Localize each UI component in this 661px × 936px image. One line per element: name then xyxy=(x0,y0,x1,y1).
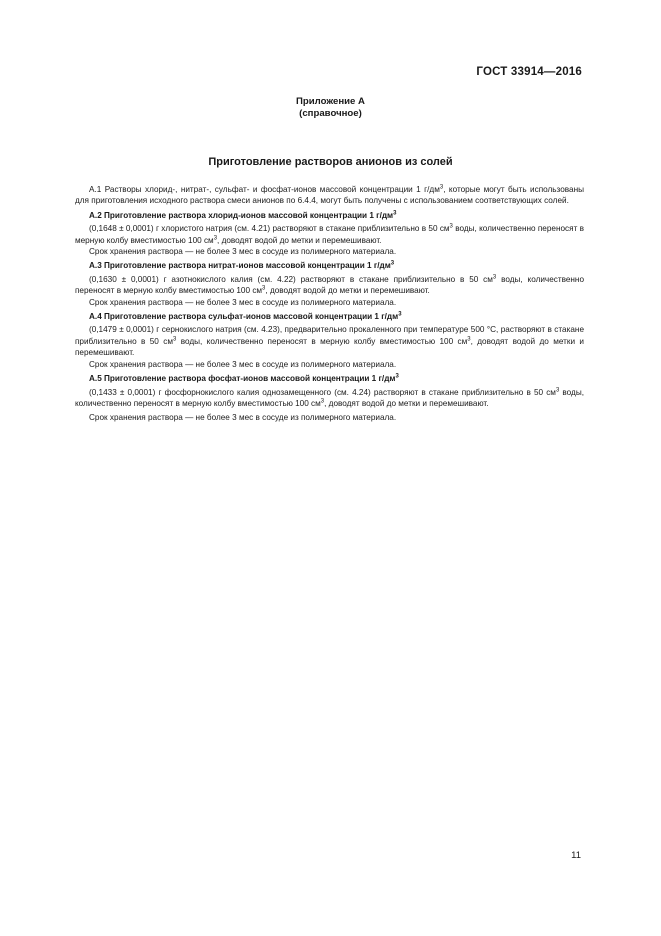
annex-note: (справочное) xyxy=(299,108,362,119)
annex-title: Приложение А xyxy=(296,96,365,107)
section-storage-a2: Срок хранения раствора — не более 3 мес в сосуде из полимерного материала. xyxy=(89,247,397,257)
section-title: Приготовление растворов анионов из солей xyxy=(208,156,453,168)
section-text-a5: (0,1433 ± 0,0001) г фосфорнокислого калия однозамещенного (см. 4.24) растворяют в стакане приблизительно в 50 $см^3$ воды, количественно переносят в мерную колбу вместимостью 100 $см^3$, доводят водой до метки и перемешивают. xyxy=(75,386,584,408)
section-storage-a3: Срок хранения раствора — не более 3 мес в сосуде из полимерного материала. xyxy=(89,297,397,307)
section-heading-a4: А.4 Приготовление раствора сульфат-ионов массовой концентрации 1 $г/дм^3$ xyxy=(89,311,402,322)
section-text-a2: (0,1648 ± 0,0001) г хлористого натрия (см. 4.21) растворяют в стакане приблизительно в 50 $см^3$ воды, количественно переносят в мерную колбу вместимостью 100 $см^3$, доводят водой до метки и перемешивают. xyxy=(75,223,584,245)
section-text-a4: (0,1479 ± 0,0001) г сернокислого натрия (см. 4.23), предварительно прокаленного при температуре 500 °С, растворяют в стакане приблизительно в 50 $см^3$ воды, количественно переносят в мерную колбу вместимостью 100 $см^3$, доводят водой до метки и перемешивают. xyxy=(75,325,584,358)
standard-code: ГОСТ 33914—2016 xyxy=(476,66,582,78)
section-text-a3: (0,1630 ± 0,0001) г азотнокислого калия (см. 4.22) растворяют в стакане приблизительно в 50 $см^3$ воды, количественно переносят в мерную колбу вместимостью 100 $см^3$, доводят водой до метки и перемешивают. xyxy=(75,274,584,296)
section-storage-a4: Срок хранения раствора — не более 3 мес в сосуде из полимерного материала. xyxy=(89,359,397,369)
document-body xyxy=(75,184,584,424)
section-heading-a5: А.5 Приготовление раствора фосфат-ионов массовой концентрации 1 $г/дм^3$ xyxy=(89,373,399,384)
intro-paragraph: А.1 Растворы хлорид-, нитрат-, сульфат- и фосфат-ионов массовой концентрации 1 $г/дм^3$, которые могут быть использованы для приготовления исходного раствора смеси анионов по 6.4.4, могут быть получены с использованием соответствующих солей. xyxy=(75,184,584,206)
section-heading-a2: А.2 Приготовление раствора хлорид-ионов массовой концентрации 1 $г/дм^3$ xyxy=(89,210,397,220)
page-number: 11 xyxy=(571,850,581,861)
section-heading-a3: А.3 Приготовление раствора нитрат-ионов массовой концентрации 1 $г/дм^3$ xyxy=(89,260,395,271)
section-storage-a5: Срок хранения раствора — не более 3 мес в сосуде из полимерного материала. xyxy=(89,413,397,423)
